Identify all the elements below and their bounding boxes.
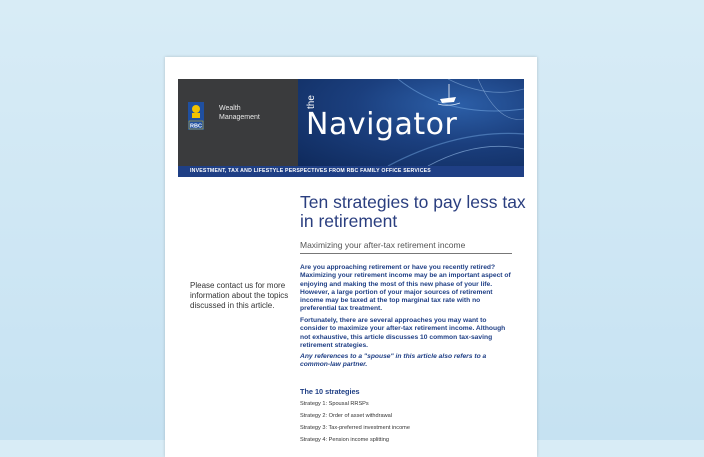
intro-paragraph: Are you approaching retirement or have you recently retired? Maximizing your retirement income may be an important aspect of enjoying and making the most of this new phase of your life. However, a large portion of your major sources of retirement income may be taxed at the top marginal tax rate with no preferential tax treatment. — [300, 264, 511, 313]
brand-line-management: Management — [219, 114, 260, 121]
rbc-logo-icon — [188, 102, 204, 130]
approach-paragraph: Fortunately, there are several approaches you may want to consider to maximize your after-tax retirement income. Although not exhaustive, this article discusses 10 common tax-saving retirement strategies. — [300, 317, 506, 349]
newsletter-banner — [178, 79, 524, 177]
sailboat-icon — [438, 84, 460, 105]
contact-note: Please contact us for more information about the topics discussed in this article. — [190, 281, 289, 310]
banner-tagline: INVESTMENT, TAX AND LIFESTYLE PERSPECTIVES FROM RBC FAMILY OFFICE SERVICES — [178, 166, 524, 177]
strategy-item: Strategy 3: Tax-preferred investment income — [300, 425, 410, 431]
spouse-note-paragraph: Any references to a "spouse" in this article also refers to a common-law partner. — [300, 353, 487, 369]
svg-text:RBC: RBC — [190, 123, 202, 130]
strategies-heading: The 10 strategies — [300, 387, 360, 396]
strategy-item: Strategy 2: Order of asset withdrawal — [300, 413, 393, 419]
masthead-panel — [298, 79, 524, 166]
masthead-title: Navigator — [306, 107, 458, 142]
article-subtitle: Maximizing your after-tax retirement income — [300, 240, 512, 254]
brand-line-wealth: Wealth — [219, 105, 241, 112]
strategy-item: Strategy 4: Pension income splitting — [300, 437, 389, 443]
document-page — [165, 57, 537, 457]
strategy-item: Strategy 1: Spousal RRSPs — [300, 401, 369, 407]
article-title: Ten strategies to pay less tax in retirement — [300, 192, 526, 231]
masthead-the: the — [306, 95, 317, 109]
brand-panel — [178, 79, 298, 166]
brand-name — [219, 104, 260, 122]
